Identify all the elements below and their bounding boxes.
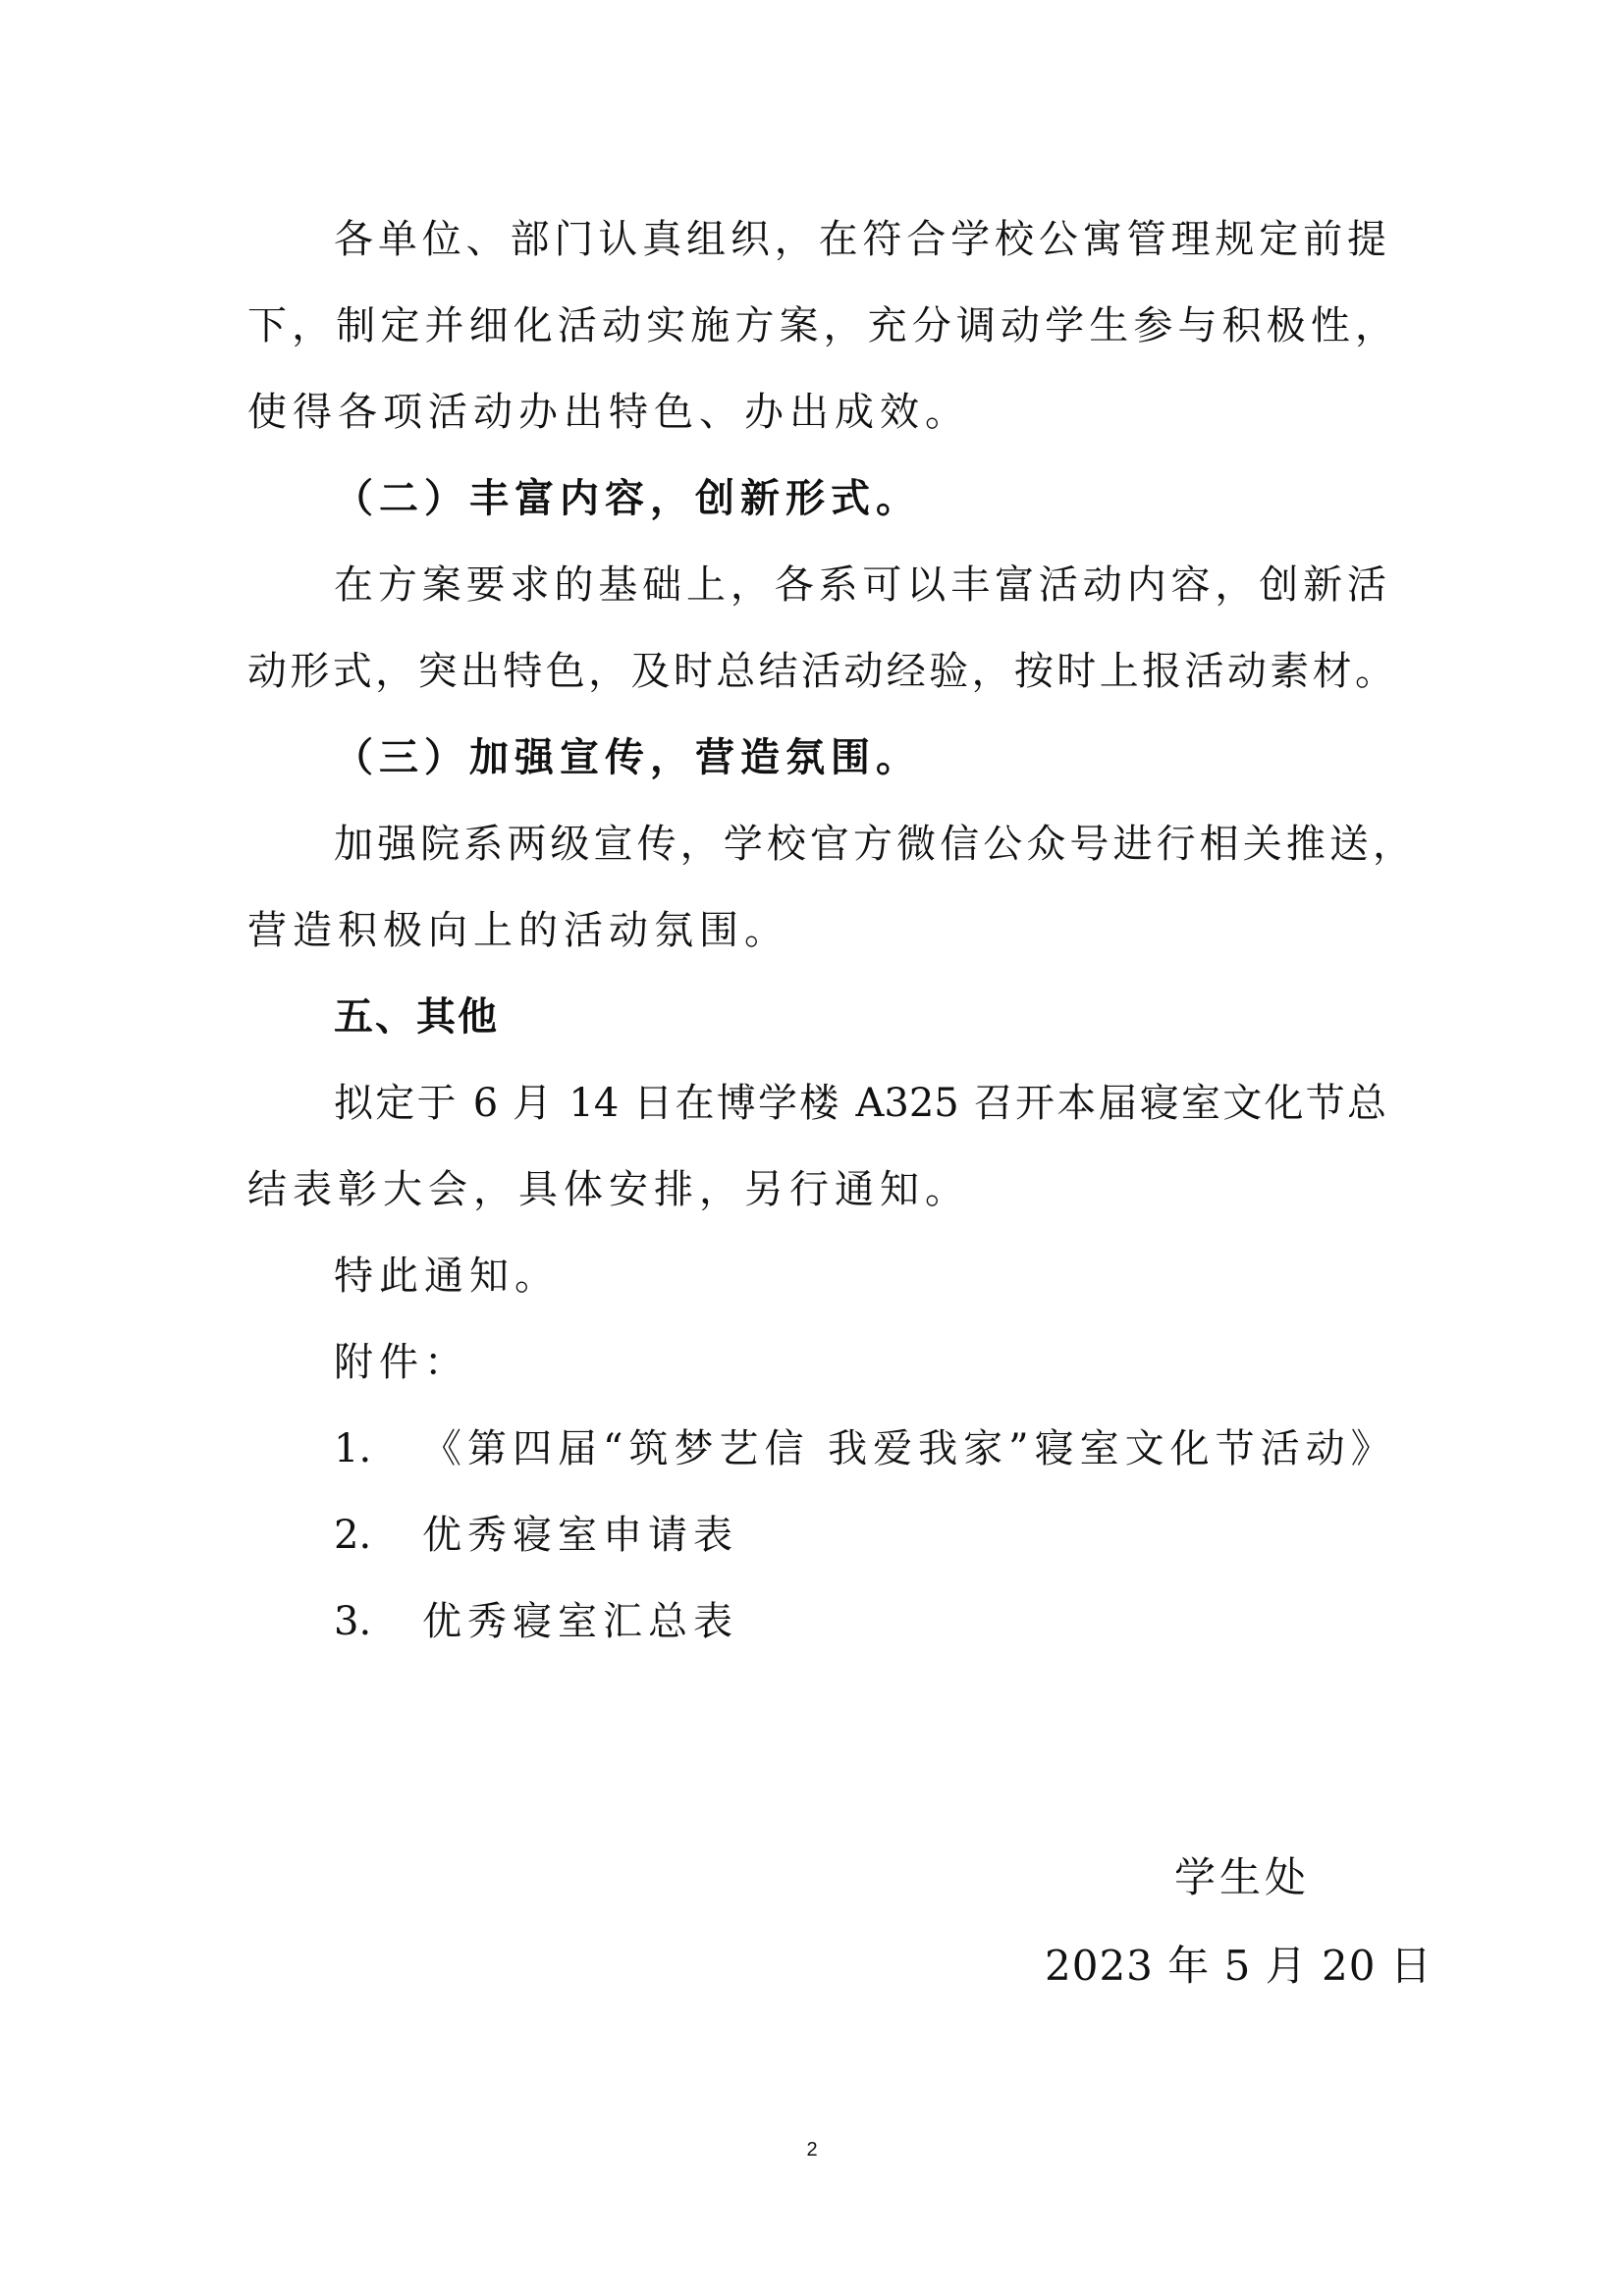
paragraph-1-line-1: 各单位、部门认真组织，在符合学校公寓管理规定前提 xyxy=(334,217,1386,262)
subheading-3: （三）加强宣传，营造氛围。 xyxy=(334,734,921,780)
paragraph-4-line-1: 拟定于 6 月 14 日在博学楼 A325 召开本届寝室文化节总 xyxy=(334,1081,1386,1126)
paragraph-3-line-2: 营造积极向上的活动氛围。 xyxy=(247,908,789,953)
attachment-1-number: 1. xyxy=(334,1426,372,1471)
signature-office: 学生处 xyxy=(1174,1853,1311,1901)
paragraph-1-line-3: 使得各项活动办出特色、办出成效。 xyxy=(247,390,970,435)
page-number: 2 xyxy=(806,2139,818,2161)
attachment-2-title: 优秀寝室申请表 xyxy=(422,1513,738,1558)
attachment-1-title: 《第四届“筑梦艺信 我爱我家”寝室文化节活动》 xyxy=(422,1426,1396,1471)
section-5-heading: 五、其他 xyxy=(334,994,499,1040)
attachment-2-number: 2. xyxy=(334,1513,372,1558)
paragraph-4-line-2: 结表彰大会，具体安排，另行通知。 xyxy=(247,1167,970,1212)
signature-date: 2023 年 5 月 20 日 xyxy=(1045,1942,1433,1990)
paragraph-1-line-2: 下，制定并细化活动实施方案，充分调动学生参与积极性， xyxy=(247,303,1394,348)
subheading-2: （二）丰富内容，创新形式。 xyxy=(334,475,921,521)
attachment-3-number: 3. xyxy=(334,1599,372,1644)
attachment-3-title: 优秀寝室汇总表 xyxy=(422,1599,738,1644)
paragraph-3-line-1: 加强院系两级宣传，学校官方微信公众号进行相关推送， xyxy=(334,822,1412,867)
paragraph-2-line-1: 在方案要求的基础上，各系可以丰富活动内容，创新活 xyxy=(334,562,1386,608)
paragraph-2-line-2: 动形式，突出特色，及时总结活动经验，按时上报活动素材。 xyxy=(247,649,1394,694)
attachments-label: 附件： xyxy=(334,1340,469,1385)
notice-text: 特此通知。 xyxy=(334,1254,560,1299)
